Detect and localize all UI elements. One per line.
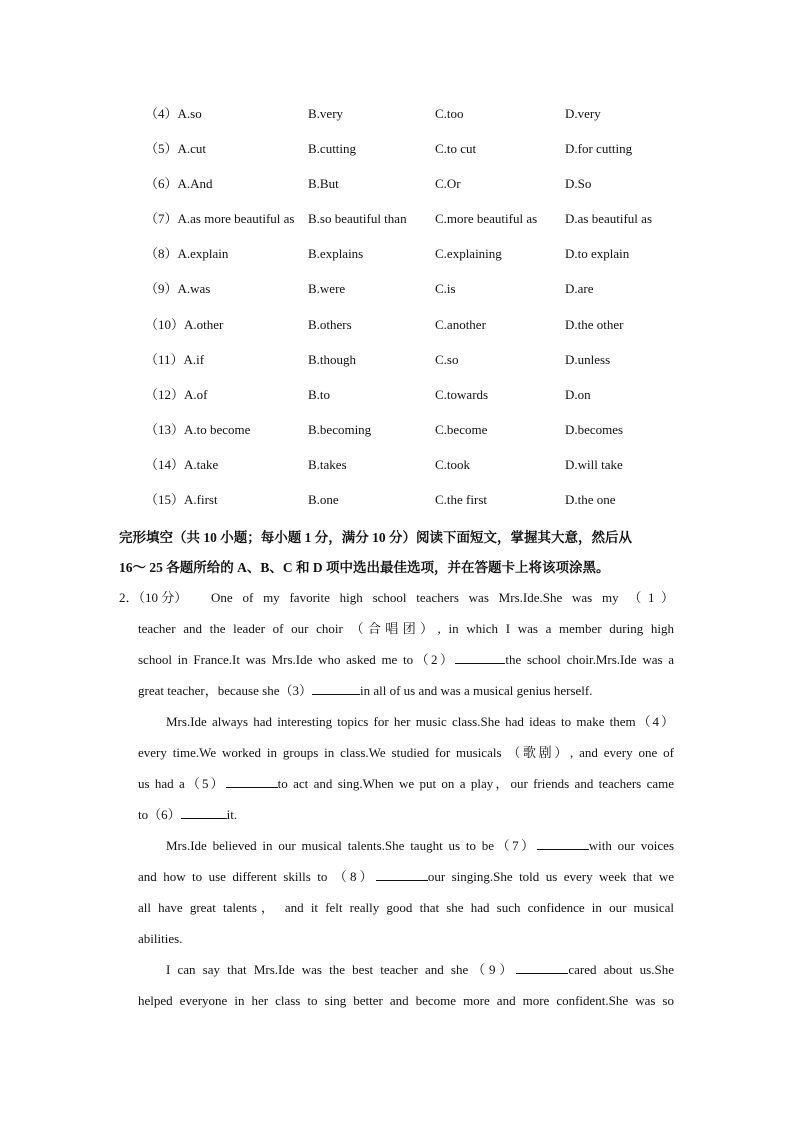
answer-blank-6 [181,804,227,819]
passage-line [166,956,674,984]
option-a: （8）A.explain [145,246,229,262]
option-b: B.so beautiful than [308,211,407,227]
option-c: C.to cut [435,141,477,157]
passage-line: all have great talents， and it felt really good that she had such confidence in our musical [138,900,674,915]
answer-blank-9 [516,959,568,974]
option-row [145,420,705,455]
option-row [145,244,705,279]
option-c: C.become [435,421,488,437]
option-c: C.too [435,106,464,121]
option-a: （14）A.take [145,456,219,472]
option-a: （13）A.to become [145,421,251,437]
answer-blank-3 [312,680,360,695]
option-row [145,455,705,490]
option-d: D.the one [565,492,616,508]
option-b: B.others [308,316,352,332]
option-a: （5）A.cut [145,141,207,157]
passage-line: abilities. [138,931,183,946]
option-c: C.towards [435,386,489,402]
passage-text: our singing.She told us every week that we [427,869,674,884]
option-b: B.explains [308,246,364,262]
option-d: D.for cutting [565,141,633,157]
passage-line [138,770,674,798]
option-a: （12）A.of [145,386,208,402]
option-d: D.are [565,281,594,297]
option-d: D.unless [565,351,611,367]
passage-text: in all of us and was a musical genius herself. [359,683,593,698]
option-c: C.more beautiful as [435,211,538,227]
option-row [145,279,705,314]
option-d: D.as beautiful as [565,211,653,227]
passage-text: school in France.It was Mrs.Ide who asked me to（2） [138,652,456,667]
answer-blank-5 [226,773,278,788]
option-b: B.very [308,106,344,121]
option-b: B.takes [308,456,347,472]
option-c: C.explaining [435,246,502,262]
option-a: （6）A.And [145,176,213,192]
passage-text: Mrs.Ide believed in our musical talents.She taught us to be（7） [166,838,537,853]
option-b: B.But [308,176,339,192]
option-a: （4）A.so [145,106,202,121]
option-d: D.will take [565,456,623,472]
option-row [145,385,705,420]
option-d: D.to explain [565,246,630,262]
option-c: C.took [435,456,471,472]
option-c: C.so [435,351,459,367]
passage-line [138,801,674,829]
option-b: B.becoming [308,421,372,437]
passage-text: it. [226,807,238,822]
option-b: B.cutting [308,141,357,157]
option-b: B.to [308,386,331,402]
option-row [145,174,705,209]
passage-line: teacher and the leader of our choir （合唱团）, in which I was a member during high [138,621,674,636]
option-a: （7）A.as more beautiful as [145,211,295,227]
question-number: 2．（10 分） [119,590,188,605]
option-c: C.is [435,281,456,297]
option-d: D.on [565,386,591,402]
option-d: D.very [565,106,601,121]
passage-text: I can say that Mrs.Ide was the best teacher and she（9） [166,962,517,977]
option-row [145,490,705,525]
passage-line [138,646,674,674]
option-c: C.Or [435,176,461,192]
passage-line [138,863,674,891]
option-c: C.another [435,316,486,332]
option-d: D.So [565,176,592,192]
option-b: B.though [308,351,357,367]
passage-text: with our voices [588,838,675,853]
option-b: B.were [308,281,346,297]
passage-text: cared about us.She [568,962,674,977]
passage-line: helped everyone in her class to sing better and become more and more confident.She was so [138,993,674,1008]
options-list [145,104,705,525]
answer-blank-7 [537,835,589,850]
option-row [145,139,705,174]
passage-text: to（6） [138,807,181,822]
passage-line: One of my favorite high school teachers was Mrs.Ide.She was my （1） [211,590,674,605]
section-instructions-line: 完形填空（共 10 小题；每小题 1 分，满分 10 分）阅读下面短文，掌握其大意，然后从 [119,530,632,545]
option-a: （11）A.if [145,351,205,367]
passage-text: the school choir.Mrs.Ide was a [505,652,674,667]
passage-text: us had a（5） [138,776,226,791]
passage-text: and how to use different skills to （8） [138,869,376,884]
option-row [145,350,705,385]
option-a: （9）A.was [145,281,211,297]
passage-text: to act and sing.When we put on a play，our friends and teachers came [277,776,674,791]
option-a: （10）A.other [145,316,224,332]
answer-blank-2 [455,649,505,664]
section-instructions-line: 16～ 25 各题所给的 A、B、C 和 D 项中选出最佳选项，并在答题卡上将该项涂黑。 [119,560,610,575]
option-d: D.becomes [565,421,624,437]
option-d: D.the other [565,316,624,332]
passage-line: every time.We worked in groups in class.We studied for musicals （歌剧）, and every one of [138,745,674,760]
option-row [145,209,705,244]
option-a: （15）A.first [145,492,218,508]
option-c: C.the first [435,492,487,508]
passage-line [166,832,674,860]
passage-line [138,677,674,705]
option-row [145,315,705,350]
answer-blank-8 [376,866,428,881]
option-b: B.one [308,492,339,508]
section-instructions [119,523,679,583]
passage-text: great teacher，because she（3） [138,683,312,698]
option-row [145,104,705,139]
passage-line: Mrs.Ide always had interesting topics for her music class.She had ideas to make them（4） [166,714,674,729]
